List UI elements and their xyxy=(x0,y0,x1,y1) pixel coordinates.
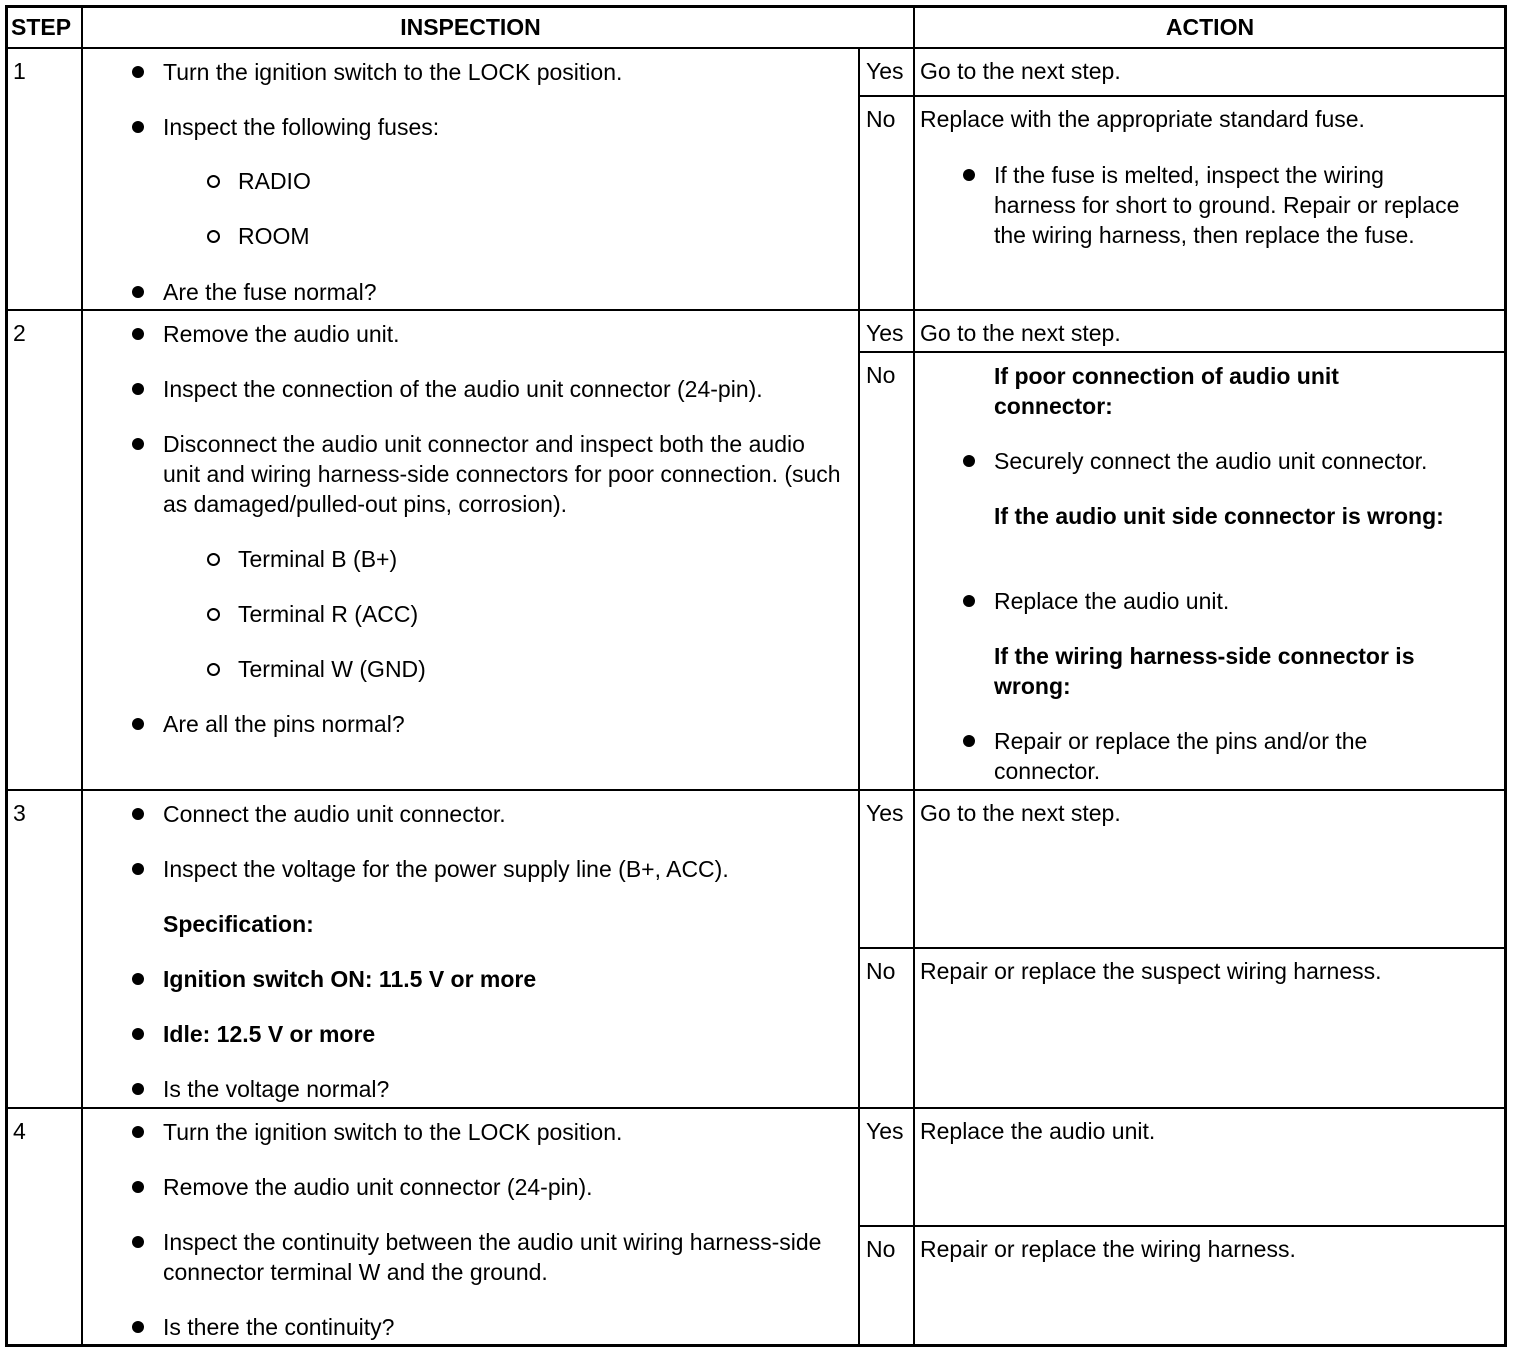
bullet-icon xyxy=(963,455,975,467)
inspection-question: Is the voltage normal? xyxy=(163,1076,390,1102)
column-divider xyxy=(858,47,860,1347)
bullet-icon xyxy=(132,66,144,78)
inspection-item: Disconnect the audio unit connector and inspect both the audio unit and wiring harness-side connectors for poor connection. (such as damaged/pulled-out pins, corrosion). xyxy=(163,431,841,517)
column-divider xyxy=(81,5,83,1347)
action-bullet: Repair or replace the pins and/or the connector. xyxy=(994,728,1368,784)
inspection-item: Connect the audio unit connector. xyxy=(163,801,506,827)
answer-yes: Yes xyxy=(866,320,904,346)
header-inspection: INSPECTION xyxy=(400,14,541,40)
specification-value: Ignition switch ON: 11.5 V or more xyxy=(163,966,537,992)
sub-bullet-icon xyxy=(207,608,220,621)
bullet-icon xyxy=(132,863,144,875)
bullet-icon xyxy=(963,595,975,607)
column-divider xyxy=(913,5,915,1347)
bullet-icon xyxy=(132,1236,144,1248)
row-divider xyxy=(5,1107,1507,1109)
action-bullet: Securely connect the audio unit connector. xyxy=(994,448,1428,474)
action-bullet: Replace the audio unit. xyxy=(994,588,1230,614)
bullet-icon xyxy=(963,169,975,181)
action-text: Repair or replace the suspect wiring harness. xyxy=(920,958,1382,984)
action-text: Replace with the appropriate standard fuse. xyxy=(920,106,1365,132)
bullet-icon xyxy=(132,328,144,340)
bullet-icon xyxy=(132,808,144,820)
row-divider xyxy=(5,309,1507,311)
answer-no: No xyxy=(866,1236,896,1262)
action-text: Go to the next step. xyxy=(920,800,1121,826)
step-number: 3 xyxy=(13,800,26,826)
answer-yes: Yes xyxy=(866,58,904,84)
action-condition: If poor connection of audio unit connector: xyxy=(994,363,1339,419)
inspection-subitem: Terminal R (ACC) xyxy=(238,601,419,627)
yes-no-divider xyxy=(858,95,1507,97)
sub-bullet-icon xyxy=(207,663,220,676)
inspection-question: Are the fuse normal? xyxy=(163,279,377,305)
step-number: 4 xyxy=(13,1118,26,1144)
bullet-icon xyxy=(132,1028,144,1040)
inspection-subitem: Terminal W (GND) xyxy=(238,656,426,682)
inspection-item: Inspect the voltage for the power supply line (B+, ACC). xyxy=(163,856,729,882)
yes-no-divider xyxy=(858,947,1507,949)
action-text: Repair or replace the wiring harness. xyxy=(920,1236,1296,1262)
sub-bullet-icon xyxy=(207,553,220,566)
row-divider xyxy=(5,789,1507,791)
inspection-subitem: ROOM xyxy=(238,223,310,249)
inspection-item: Remove the audio unit connector (24-pin). xyxy=(163,1174,593,1200)
yes-no-divider xyxy=(858,1225,1507,1227)
action-bullet: If the fuse is melted, inspect the wiring harness for short to ground. Repair or replace the wiring harness, then replace the fuse. xyxy=(994,162,1460,248)
bullet-icon xyxy=(132,1083,144,1095)
bullet-icon xyxy=(132,1321,144,1333)
inspection-question: Are all the pins normal? xyxy=(163,711,405,737)
bullet-icon xyxy=(132,1126,144,1138)
inspection-subitem: Terminal B (B+) xyxy=(238,546,398,572)
bullet-icon xyxy=(132,1181,144,1193)
answer-no: No xyxy=(866,106,896,132)
inspection-item: Turn the ignition switch to the LOCK position. xyxy=(163,1119,623,1145)
inspection-item: Remove the audio unit. xyxy=(163,321,400,347)
bullet-icon xyxy=(132,383,144,395)
action-text: Replace the audio unit. xyxy=(920,1118,1156,1144)
inspection-item: Inspect the continuity between the audio unit wiring harness-side connector terminal W and the ground. xyxy=(163,1229,822,1285)
sub-bullet-icon xyxy=(207,175,220,188)
step-number: 1 xyxy=(13,58,26,84)
inspection-item: Turn the ignition switch to the LOCK position. xyxy=(163,59,623,85)
bullet-icon xyxy=(132,286,144,298)
header-divider xyxy=(5,47,1507,49)
inspection-subitem: RADIO xyxy=(238,168,311,194)
answer-no: No xyxy=(866,362,896,388)
header-step: STEP xyxy=(11,14,72,40)
diagnostic-table xyxy=(5,5,1507,1347)
answer-no: No xyxy=(866,958,896,984)
bullet-icon xyxy=(132,121,144,133)
specification-label: Specification: xyxy=(163,911,314,937)
sub-bullet-icon xyxy=(207,230,220,243)
action-condition: If the audio unit side connector is wrong: xyxy=(994,503,1444,529)
bullet-icon xyxy=(132,973,144,985)
header-action: ACTION xyxy=(1165,14,1255,40)
yes-no-divider xyxy=(858,351,1507,353)
action-text: Go to the next step. xyxy=(920,320,1121,346)
bullet-icon xyxy=(132,438,144,450)
action-condition: If the wiring harness-side connector is wrong: xyxy=(994,643,1415,699)
inspection-item: Inspect the following fuses: xyxy=(163,114,440,140)
answer-yes: Yes xyxy=(866,1118,904,1144)
step-number: 2 xyxy=(13,320,26,346)
bullet-icon xyxy=(132,718,144,730)
specification-value: Idle: 12.5 V or more xyxy=(163,1021,376,1047)
answer-yes: Yes xyxy=(866,800,904,826)
action-text: Go to the next step. xyxy=(920,58,1121,84)
inspection-item: Inspect the connection of the audio unit connector (24-pin). xyxy=(163,376,763,402)
bullet-icon xyxy=(963,735,975,747)
inspection-question: Is there the continuity? xyxy=(163,1314,395,1340)
